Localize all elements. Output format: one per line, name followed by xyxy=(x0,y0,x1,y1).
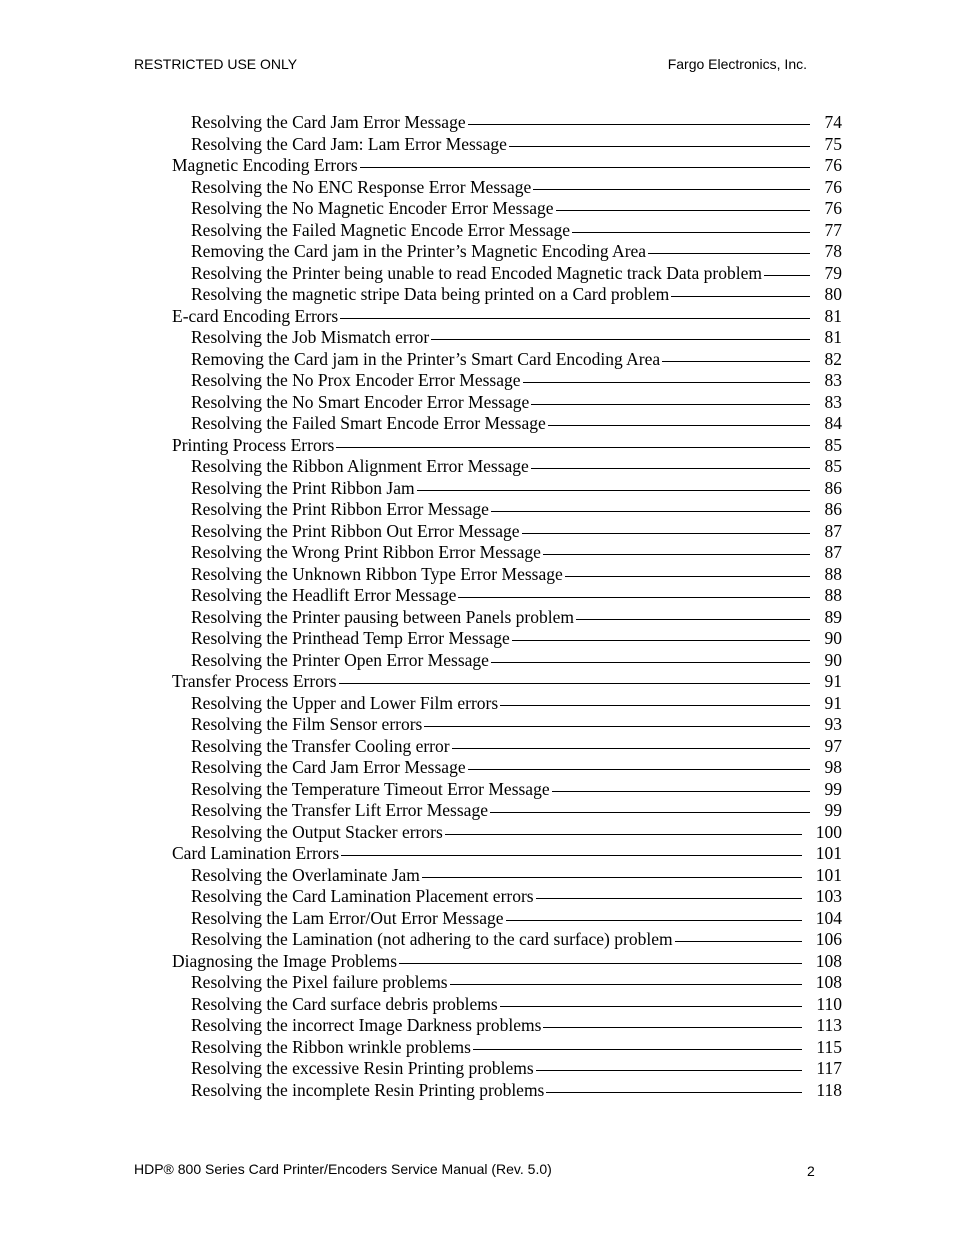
toc-entry-page-number: 91 xyxy=(824,692,842,713)
toc-leader-line xyxy=(565,576,810,577)
toc-entry-title: Resolving the Printer pausing between Panels problem xyxy=(191,606,574,627)
toc-subsection-entry[interactable] xyxy=(172,478,842,500)
toc-entry-page-number: 78 xyxy=(824,241,842,261)
toc-entry-page-number: 101 xyxy=(815,864,842,885)
toc-entry-page-number: 106 xyxy=(815,929,842,949)
toc-entry-title: Resolving the Printer being unable to read Encoded Magnetic track Data problem xyxy=(191,262,762,283)
table-of-contents xyxy=(172,112,842,1101)
toc-entry-title: Resolving the Ribbon Alignment Error Message xyxy=(191,456,529,476)
toc-leader-line xyxy=(512,640,810,641)
toc-leader-line xyxy=(523,382,810,383)
toc-leader-line xyxy=(341,855,802,856)
header-company-name: Fargo Electronics, Inc. xyxy=(667,56,807,72)
toc-entry-title: Resolving the magnetic stripe Data being printed on a Card problem xyxy=(191,284,670,304)
toc-subsection-entry[interactable] xyxy=(172,908,842,930)
footer-manual-title: HDP® 800 Series Card Printer/Encoders Service Manual (Rev. 5.0) xyxy=(134,1161,552,1177)
toc-entry-page-number: 75 xyxy=(824,133,842,154)
toc-subsection-entry[interactable] xyxy=(172,865,842,887)
toc-entry-page-number: 83 xyxy=(824,370,842,390)
toc-entry-page-number: 101 xyxy=(815,843,842,863)
toc-leader-line xyxy=(468,124,810,125)
toc-entry-title: Resolving the Temperature Timeout Error Message xyxy=(191,778,550,799)
toc-subsection-entry[interactable] xyxy=(172,822,842,844)
toc-entry-page-number: 87 xyxy=(824,520,842,541)
toc-subsection-entry[interactable] xyxy=(172,994,842,1016)
toc-leader-line xyxy=(662,361,810,362)
toc-subsection-entry[interactable] xyxy=(172,1080,842,1102)
toc-entry-title: Removing the Card jam in the Printer’s Magnetic Encoding Area xyxy=(191,241,647,261)
toc-entry-page-number: 82 xyxy=(824,348,842,369)
toc-leader-line xyxy=(506,920,803,921)
toc-leader-line xyxy=(417,490,810,491)
toc-entry-title: Resolving the incomplete Resin Printing problems xyxy=(191,1079,545,1100)
toc-leader-line xyxy=(422,877,802,878)
toc-leader-line xyxy=(548,425,810,426)
toc-entry-page-number: 110 xyxy=(816,993,842,1014)
toc-leader-line xyxy=(339,683,810,684)
toc-entry-page-number: 84 xyxy=(824,413,842,433)
toc-section-entry[interactable] xyxy=(172,951,842,973)
toc-entry-title: Resolving the No Magnetic Encoder Error Message xyxy=(191,198,554,218)
toc-leader-line xyxy=(500,705,810,706)
toc-entry-page-number: 86 xyxy=(824,499,842,519)
toc-subsection-entry[interactable] xyxy=(172,220,842,242)
toc-entry-page-number: 99 xyxy=(824,778,842,799)
toc-subsection-entry[interactable] xyxy=(172,327,842,349)
toc-leader-line xyxy=(572,232,810,233)
toc-leader-line xyxy=(543,554,810,555)
footer-page-number: 2 xyxy=(807,1163,815,1179)
toc-leader-line xyxy=(491,511,810,512)
toc-entry-title: Removing the Card jam in the Printer’s Smart Card Encoding Area xyxy=(191,348,661,369)
toc-entry-page-number: 80 xyxy=(824,284,842,304)
toc-subsection-entry[interactable] xyxy=(172,370,842,392)
toc-leader-line xyxy=(671,296,810,297)
toc-subsection-entry[interactable] xyxy=(172,521,842,543)
toc-entry-title: Resolving the Upper and Lower Film errors xyxy=(191,692,499,713)
toc-leader-line xyxy=(531,468,810,469)
toc-subsection-entry[interactable] xyxy=(172,392,842,414)
toc-entry-title: Resolving the Card surface debris problems xyxy=(191,993,498,1014)
toc-subsection-entry[interactable] xyxy=(172,413,842,435)
toc-entry-title: Resolving the No Smart Encoder Error Message xyxy=(191,391,530,412)
toc-entry-title: Transfer Process Errors xyxy=(172,671,337,691)
toc-entry-page-number: 118 xyxy=(816,1079,842,1100)
toc-entry-page-number: 87 xyxy=(824,542,842,562)
toc-section-entry[interactable] xyxy=(172,671,842,693)
toc-entry-page-number: 89 xyxy=(824,606,842,627)
toc-subsection-entry[interactable] xyxy=(172,800,842,822)
toc-entry-page-number: 98 xyxy=(824,757,842,777)
toc-section-entry[interactable] xyxy=(172,306,842,328)
toc-section-entry[interactable] xyxy=(172,843,842,865)
toc-entry-title: Resolving the incorrect Image Darkness problems xyxy=(191,1015,542,1035)
toc-leader-line xyxy=(536,1070,802,1071)
toc-entry-title: Resolving the Unknown Ribbon Type Error Message xyxy=(191,563,563,584)
toc-subsection-entry[interactable] xyxy=(172,628,842,650)
toc-leader-line xyxy=(533,189,810,190)
toc-entry-page-number: 93 xyxy=(824,714,842,734)
toc-subsection-entry[interactable] xyxy=(172,241,842,263)
toc-subsection-entry[interactable] xyxy=(172,693,842,715)
toc-entry-title: E-card Encoding Errors xyxy=(172,305,339,326)
toc-entry-title: Resolving the Print Ribbon Jam xyxy=(191,477,415,498)
toc-entry-title: Resolving the Pixel failure problems xyxy=(191,972,448,992)
toc-subsection-entry[interactable] xyxy=(172,714,842,736)
toc-subsection-entry[interactable] xyxy=(172,134,842,156)
toc-entry-title: Resolving the No Prox Encoder Error Message xyxy=(191,370,521,390)
toc-entry-page-number: 81 xyxy=(824,305,842,326)
toc-leader-line xyxy=(546,1092,802,1093)
toc-leader-line xyxy=(556,210,810,211)
toc-entry-title: Resolving the No ENC Response Error Message xyxy=(191,176,532,197)
toc-entry-page-number: 76 xyxy=(824,198,842,218)
toc-leader-line xyxy=(468,769,810,770)
toc-entry-title: Resolving the Print Ribbon Out Error Message xyxy=(191,520,520,541)
toc-entry-page-number: 104 xyxy=(815,907,842,928)
toc-entry-title: Magnetic Encoding Errors xyxy=(172,155,358,175)
toc-subsection-entry[interactable] xyxy=(172,177,842,199)
toc-subsection-entry[interactable] xyxy=(172,972,842,994)
toc-leader-line xyxy=(576,619,810,620)
toc-section-entry[interactable] xyxy=(172,155,842,177)
toc-entry-page-number: 81 xyxy=(824,327,842,347)
toc-leader-line xyxy=(500,1006,802,1007)
toc-leader-line xyxy=(445,834,802,835)
toc-entry-title: Resolving the Printhead Temp Error Message xyxy=(191,628,510,648)
toc-leader-line xyxy=(491,662,810,663)
toc-subsection-entry[interactable] xyxy=(172,1015,842,1037)
toc-subsection-entry[interactable] xyxy=(172,585,842,607)
toc-entry-page-number: 103 xyxy=(815,886,842,906)
toc-entry-title: Printing Process Errors xyxy=(172,434,335,455)
toc-entry-title: Resolving the Job Mismatch error xyxy=(191,327,430,347)
toc-entry-title: Resolving the Card Jam: Lam Error Message xyxy=(191,133,507,154)
toc-entry-title: Resolving the Ribbon wrinkle problems xyxy=(191,1036,471,1057)
toc-subsection-entry[interactable] xyxy=(172,607,842,629)
toc-leader-line xyxy=(675,941,802,942)
toc-leader-line xyxy=(450,984,802,985)
toc-subsection-entry[interactable] xyxy=(172,198,842,220)
toc-entry-title: Resolving the Transfer Cooling error xyxy=(191,735,450,756)
toc-subsection-entry[interactable] xyxy=(172,1037,842,1059)
toc-leader-line xyxy=(399,963,802,964)
toc-subsection-entry[interactable] xyxy=(172,499,842,521)
toc-leader-line xyxy=(764,275,810,276)
toc-subsection-entry[interactable] xyxy=(172,112,842,134)
toc-leader-line xyxy=(522,533,810,534)
toc-entry-page-number: 88 xyxy=(824,585,842,605)
toc-entry-page-number: 74 xyxy=(824,112,842,132)
toc-entry-page-number: 85 xyxy=(824,434,842,455)
toc-entry-page-number: 76 xyxy=(824,176,842,197)
toc-entry-title: Diagnosing the Image Problems xyxy=(172,950,398,971)
toc-leader-line xyxy=(509,146,810,147)
toc-leader-line xyxy=(452,748,810,749)
toc-subsection-entry[interactable] xyxy=(172,284,842,306)
toc-leader-line xyxy=(424,726,810,727)
toc-leader-line xyxy=(458,597,810,598)
toc-entry-title: Resolving the Card Jam Error Message xyxy=(191,112,466,132)
toc-subsection-entry[interactable] xyxy=(172,736,842,758)
toc-entry-title: Resolving the Printer Open Error Message xyxy=(191,649,489,670)
toc-entry-page-number: 90 xyxy=(824,649,842,670)
toc-entry-page-number: 100 xyxy=(815,821,842,842)
toc-entry-title: Resolving the Lam Error/Out Error Message xyxy=(191,907,504,928)
toc-subsection-entry[interactable] xyxy=(172,886,842,908)
toc-leader-line xyxy=(431,339,810,340)
toc-entry-page-number: 85 xyxy=(824,456,842,476)
toc-leader-line xyxy=(543,1027,802,1028)
toc-subsection-entry[interactable] xyxy=(172,542,842,564)
toc-leader-line xyxy=(648,253,810,254)
toc-entry-page-number: 88 xyxy=(824,563,842,584)
toc-leader-line xyxy=(536,898,802,899)
toc-subsection-entry[interactable] xyxy=(172,263,842,285)
toc-entry-page-number: 86 xyxy=(824,477,842,498)
toc-entry-title: Resolving the Print Ribbon Error Message xyxy=(191,499,489,519)
toc-entry-page-number: 97 xyxy=(824,735,842,756)
toc-entry-title: Resolving the Failed Smart Encode Error Message xyxy=(191,413,546,433)
toc-leader-line xyxy=(552,791,810,792)
toc-entry-page-number: 90 xyxy=(824,628,842,648)
toc-section-entry[interactable] xyxy=(172,435,842,457)
toc-subsection-entry[interactable] xyxy=(172,1058,842,1080)
toc-entry-page-number: 83 xyxy=(824,391,842,412)
header-restricted-notice: RESTRICTED USE ONLY xyxy=(134,56,298,72)
toc-entry-title: Card Lamination Errors xyxy=(172,843,340,863)
toc-subsection-entry[interactable] xyxy=(172,564,842,586)
toc-subsection-entry[interactable] xyxy=(172,757,842,779)
toc-entry-title: Resolving the Lamination (not adhering to the card surface) problem xyxy=(191,929,673,949)
toc-entry-page-number: 91 xyxy=(824,671,842,691)
toc-entry-page-number: 113 xyxy=(816,1015,842,1035)
toc-entry-title: Resolving the Wrong Print Ribbon Error Message xyxy=(191,542,541,562)
toc-subsection-entry[interactable] xyxy=(172,456,842,478)
toc-leader-line xyxy=(336,447,810,448)
toc-entry-page-number: 117 xyxy=(816,1058,842,1078)
toc-entry-title: Resolving the Failed Magnetic Encode Error Message xyxy=(191,219,571,240)
toc-entry-page-number: 77 xyxy=(824,219,842,240)
toc-entry-page-number: 76 xyxy=(824,155,842,175)
toc-subsection-entry[interactable] xyxy=(172,929,842,951)
toc-subsection-entry[interactable] xyxy=(172,779,842,801)
toc-entry-title: Resolving the Film Sensor errors xyxy=(191,714,423,734)
toc-leader-line xyxy=(531,404,810,405)
toc-entry-title: Resolving the Card Lamination Placement errors xyxy=(191,886,534,906)
toc-entry-title: Resolving the Output Stacker errors xyxy=(191,821,443,842)
toc-entry-page-number: 99 xyxy=(824,800,842,820)
toc-entry-title: Resolving the Card Jam Error Message xyxy=(191,757,466,777)
toc-entry-title: Resolving the Overlaminate Jam xyxy=(191,864,420,885)
toc-leader-line xyxy=(360,167,810,168)
toc-leader-line xyxy=(490,812,810,813)
toc-entry-title: Resolving the excessive Resin Printing problems xyxy=(191,1058,534,1078)
toc-leader-line xyxy=(473,1049,802,1050)
toc-entry-page-number: 79 xyxy=(824,262,842,283)
toc-subsection-entry[interactable] xyxy=(172,650,842,672)
toc-entry-page-number: 108 xyxy=(815,972,842,992)
toc-entry-title: Resolving the Headlift Error Message xyxy=(191,585,457,605)
toc-leader-line xyxy=(340,318,810,319)
toc-entry-title: Resolving the Transfer Lift Error Message xyxy=(191,800,488,820)
toc-entry-page-number: 108 xyxy=(815,950,842,971)
toc-subsection-entry[interactable] xyxy=(172,349,842,371)
toc-entry-page-number: 115 xyxy=(816,1036,842,1057)
